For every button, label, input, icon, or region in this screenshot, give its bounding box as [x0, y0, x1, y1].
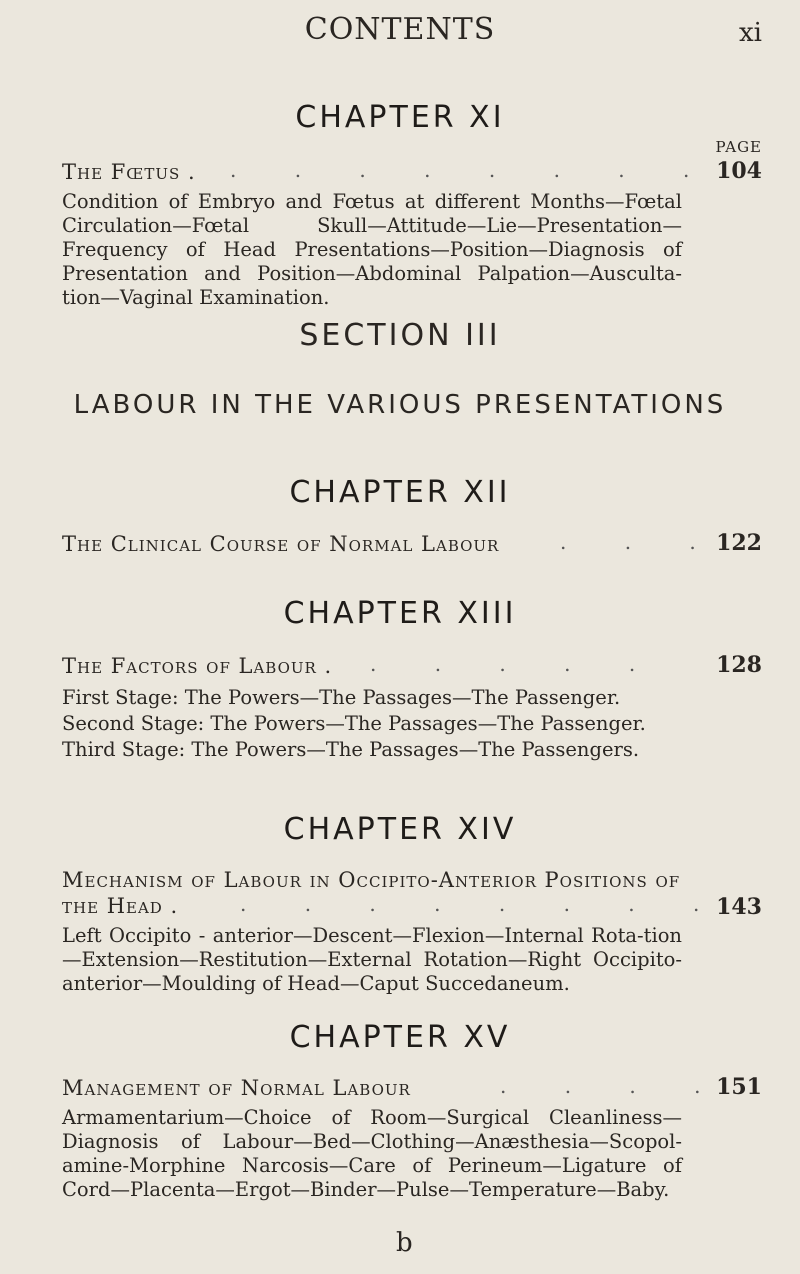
- leader-dots: . . . .: [500, 1074, 727, 1098]
- chapter-xiii-page: 128: [716, 652, 762, 678]
- leader-dots: . . .: [560, 530, 722, 554]
- section-heading: SECTION III: [299, 318, 501, 353]
- leader-dots: . . . . .: [370, 652, 662, 676]
- chapter-heading-xi: CHAPTER XI: [295, 100, 505, 135]
- chapter-xiii-line-2: Second Stage: The Powers—The Passages—The Passenger.: [62, 712, 646, 735]
- chapter-heading-xiii: CHAPTER XIII: [283, 596, 517, 631]
- chapter-xi-page: 104: [716, 158, 762, 184]
- chapter-heading-xv: CHAPTER XV: [289, 1020, 511, 1055]
- page-number: xi: [739, 18, 762, 48]
- page-column-label: PAGE: [715, 138, 762, 156]
- signature-mark: b: [396, 1228, 413, 1258]
- chapter-xv-description: Armamentarium—Choice of Room—Surgical Cleanliness—Diagnosis of Labour—Bed—Clothing—Anæsthesia—Scopol-amine-Morphine Narcosis—Care of Perineum—Ligature of Cord—Placenta—Ergot—Binder—Pulse—Temperature—Baby.: [62, 1106, 682, 1201]
- chapter-xi-title: The Fœtus .: [62, 160, 196, 184]
- chapter-xiv-title-line-1: Mechanism of Labour in Occipito-Anterior Positions of: [62, 868, 681, 892]
- leader-dots: . . . . . . . .: [230, 158, 716, 182]
- chapter-heading-xiv: CHAPTER XIV: [283, 812, 517, 847]
- chapter-xi-description: Condition of Embryo and Fœtus at different Months—Fœtal Circulation—Fœtal Skull—Attitude—Lie—Presentation—Frequency of Head Presentations—Position—Diagnosis of Presentation and Position—Abdominal Palpation—Ausculta-tion—Vaginal Examination.: [62, 190, 682, 309]
- chapter-xii-title: The Clinical Course of Normal Labour: [62, 532, 500, 556]
- chapter-xiii-line-1: First Stage: The Powers—The Passages—The Passenger.: [62, 686, 621, 709]
- chapter-heading-xii: CHAPTER XII: [289, 475, 511, 510]
- chapter-xiii-title: The Factors of Labour .: [62, 654, 333, 678]
- chapter-xiv-page: 143: [716, 894, 762, 920]
- chapter-xiv-description: Left Occipito - anterior—Descent—Flexion—Internal Rota-tion—Extension—Restitution—External Rotation—Right Occipito-anterior—Moulding of Head—Caput Succedaneum.: [62, 924, 682, 995]
- chapter-xiii-line-3: Third Stage: The Powers—The Passages—The Passengers.: [62, 738, 640, 761]
- leader-dots: . . . . . . . .: [240, 892, 726, 916]
- chapter-xv-title: Management of Normal Labour: [62, 1076, 411, 1100]
- running-title: CONTENTS: [304, 12, 496, 47]
- chapter-xii-page: 122: [716, 530, 762, 556]
- section-subtitle: LABOUR IN THE VARIOUS PRESENTATIONS: [73, 390, 727, 420]
- chapter-xiv-title-line-2: the Head .: [62, 894, 179, 918]
- chapter-xv-page: 151: [716, 1074, 762, 1100]
